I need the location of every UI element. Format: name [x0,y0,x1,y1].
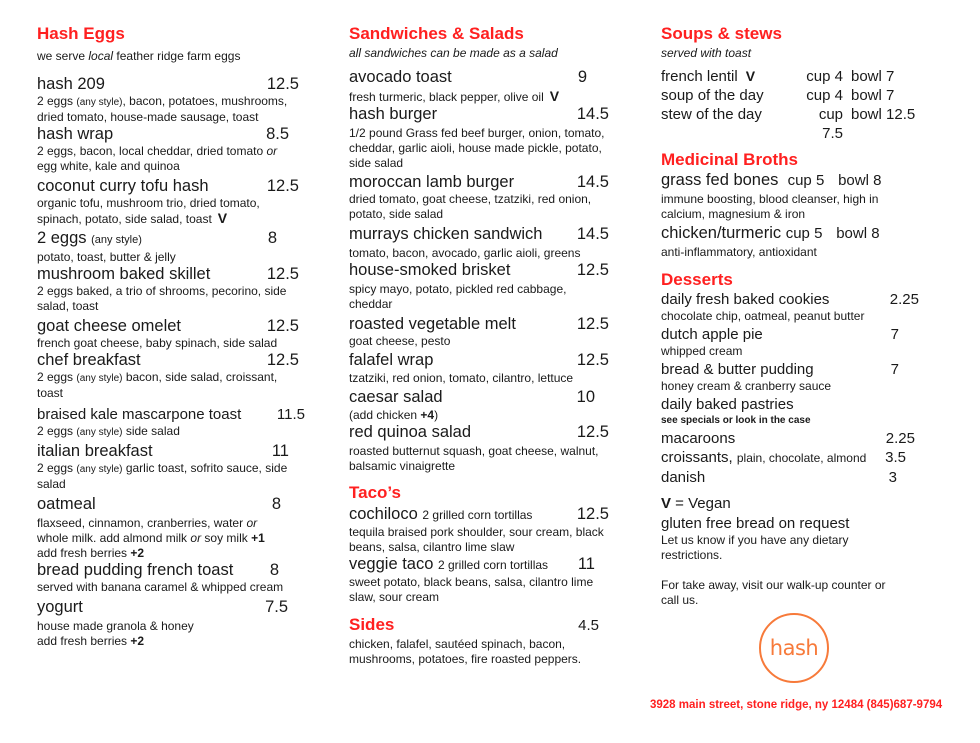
section-title: Hash Eggs [37,24,125,43]
sides-section: Sides 4.5 chicken, falafel, sautéed spinach, bacon, mushrooms, potatoes, fire roasted peppers. [349,615,599,666]
menu-item: moroccan lamb burger 14.5 dried tomato, goat cheese, tzatziki, red onion, potato, side salad [349,173,609,221]
vegan-marker: V [549,88,560,104]
address: 3928 main street, stone ridge, ny 12484 (845)687-9794 [650,699,943,711]
menu-item: avocado toast 9 fresh turmeric, black pepper, olive oil V [349,68,587,104]
price: 8 [269,561,279,579]
menu-item: murrays chicken sandwich 14.5 tomato, bacon, avocado, garlic aioli, greens [349,225,609,260]
menu-item: grass fed bones cup 5 bowl 8 immune boosting, blood cleanser, high in calcium, magnesium & iron [661,171,882,221]
price: 7 [890,326,899,343]
section-subtitle: all sandwiches can be made as a salad [349,46,558,60]
gluten-free-note: gluten free bread on request [661,515,850,532]
hash-eggs-section [37,24,305,649]
price: 8.5 [266,125,289,143]
price: 11 [577,555,595,573]
price: 12.5 [576,423,609,441]
menu-item: red quinoa salad 12.5 roasted butternut squash, goat cheese, walnut, balsamic vinaigrette [349,423,609,473]
price: 14.5 [576,225,609,243]
menu-item: chef breakfast 12.5 2 eggs (any style) bacon, side salad, croissant, toast [37,351,299,400]
price: 8 [271,495,281,513]
section-subtitle: served with toast [661,46,752,60]
price: 14.5 [576,105,609,123]
menu-item: caesar salad 10 (add chicken +4) [349,388,595,422]
desserts-list [661,291,919,487]
menu-item: yogurt 7.5 house made granola & honey add fresh berries +2 [37,598,288,648]
price: 3.5 [885,449,906,466]
menu-item: macaroons 2.25 [661,430,915,447]
menu-item: bread & butter pudding 7 honey cream & cranberry sauce [661,361,899,393]
price: 11.5 [276,406,305,423]
menu-item: veggie taco 2 grilled corn tortillas 11 sweet potato, black beans, salsa, cilantro lime slaw, sour cream [349,555,595,604]
section-subtitle: we serve local feather ridge farm eggs [37,49,241,63]
section-title: Soups & stews [661,24,782,43]
hash-logo: hash [759,613,829,683]
tacos-title: Taco’s [349,483,401,502]
menu-item: danish 3 [661,469,897,486]
price: 7.5 [265,598,288,616]
desserts-title: Desserts [661,270,733,289]
cup-price: cup 4 [806,87,843,104]
price: 12.5 [576,261,609,279]
menu-item: italian breakfast 11 2 eggs (any style) garlic toast, sofrito sauce, side salad [37,442,289,491]
menu-item: oatmeal 8 flaxseed, cinnamon, cranberries, water or whole milk. add almond milk or soy milk +1 add fresh berries +2 [37,495,281,560]
menu-item: stew of the day cup 7.5 bowl 12.5 [661,105,951,143]
price: 2.25 [889,291,919,308]
vegan-marker: V [745,68,756,84]
sides-title: Sides [349,615,395,634]
bowl-price: bowl 8 [836,225,880,242]
menu-item: cochiloco 2 grilled corn tortillas 12.5 tequila braised pork shoulder, sour cream, black beans, salsa, cilantro lime slaw [349,505,609,554]
menu-item: falafel wrap 12.5 tzatziki, red onion, tomato, cilantro, lettuce [349,351,609,385]
vegan-marker: V [217,210,228,226]
menu-item: coconut curry tofu hash 12.5 organic tofu, mushroom trio, dried tomato, spinach, potato, side salad, toast V [37,177,299,226]
menu-item: soup of the day cup 4 bowl 7 [661,86,951,105]
dietary-note: Let us know if you have any dietary restrictions. [661,533,849,562]
menu-item: french lentil V cup 4 bowl 7 [661,67,951,86]
price: 12.5 [266,265,299,283]
menu-item: chicken/turmeric cup 5 bowl 8 anti-inflammatory, antioxidant [661,224,880,259]
section-title: Sandwiches & Salads [349,24,524,43]
menu-item: bread pudding french toast 8 served with banana caramel & whipped cream [37,561,284,594]
bowl-price: bowl 8 [838,172,882,189]
menu-item: braised kale mascarpone toast 11.5 2 eggs (any style) side salad [37,406,305,438]
price: 7 [890,361,899,378]
menu-item: daily fresh baked cookies 2.25 chocolate chip, oatmeal, peanut butter [661,291,919,323]
menu-item: dutch apple pie 7 whipped cream [661,326,899,358]
price: 12.5 [576,351,609,369]
bowl-price: bowl 7 [851,68,895,85]
menu-item: mushroom baked skillet 12.5 2 eggs baked, a trio of shrooms, pecorino, side salad, toast [37,265,299,313]
price: 12.5 [576,315,609,333]
menu-item: hash burger 14.5 1/2 pound Grass fed beef burger, onion, tomato, cheddar, garlic aioli, house made pickle, potato, side salad [349,105,609,170]
menu-item: hash 209 12.5 2 eggs (any style), bacon, potatoes, mushrooms, dried tomato, house-made sausage, toast [37,75,299,124]
price: 11 [271,442,289,460]
price: 4.5 [578,617,599,634]
sandwiches-section [349,24,609,667]
price: 3 [888,469,897,486]
price: 8 [267,229,277,247]
cup-price: cup 7.5 [818,106,843,142]
price: 14.5 [576,173,609,191]
menu-item: roasted vegetable melt 12.5 goat cheese, pesto [349,315,609,348]
menu-item: house-smoked brisket 12.5 spicy mayo, potato, pickled red cabbage, cheddar [349,261,609,311]
cup-price: cup 5 [785,225,823,242]
price: 12.5 [266,317,299,335]
price: 9 [577,68,587,86]
bowl-price: bowl 12.5 [851,106,916,123]
menu-item: croissants, plain, chocolate, almond 3.5 [661,449,906,466]
price: 12.5 [266,75,299,93]
menu-item: 2 eggs (any style) 8 potato, toast, butter & jelly [37,229,277,264]
cup-price: cup 5 [787,172,825,189]
bowl-price: bowl 7 [851,87,895,104]
menu-item: goat cheese omelet 12.5 french goat cheese, baby spinach, side salad [37,317,299,350]
takeaway-note: For take away, visit our walk-up counter or call us. [661,578,886,607]
soups-section [661,24,951,608]
price: 12.5 [266,351,299,369]
price: 10 [576,388,595,406]
price: 12.5 [266,177,299,195]
cup-price: cup 4 [806,68,843,85]
broths-title: Medicinal Broths [661,150,798,169]
vegan-key: V = Vegan [661,495,731,512]
menu-item: hash wrap 8.5 2 eggs, bacon, local cheddar, dried tomato or egg white, kale and quinoa [37,125,289,173]
menu-item: daily baked pastries see specials or look in the case [661,396,811,426]
price: 2.25 [885,430,915,447]
price: 12.5 [576,505,609,523]
